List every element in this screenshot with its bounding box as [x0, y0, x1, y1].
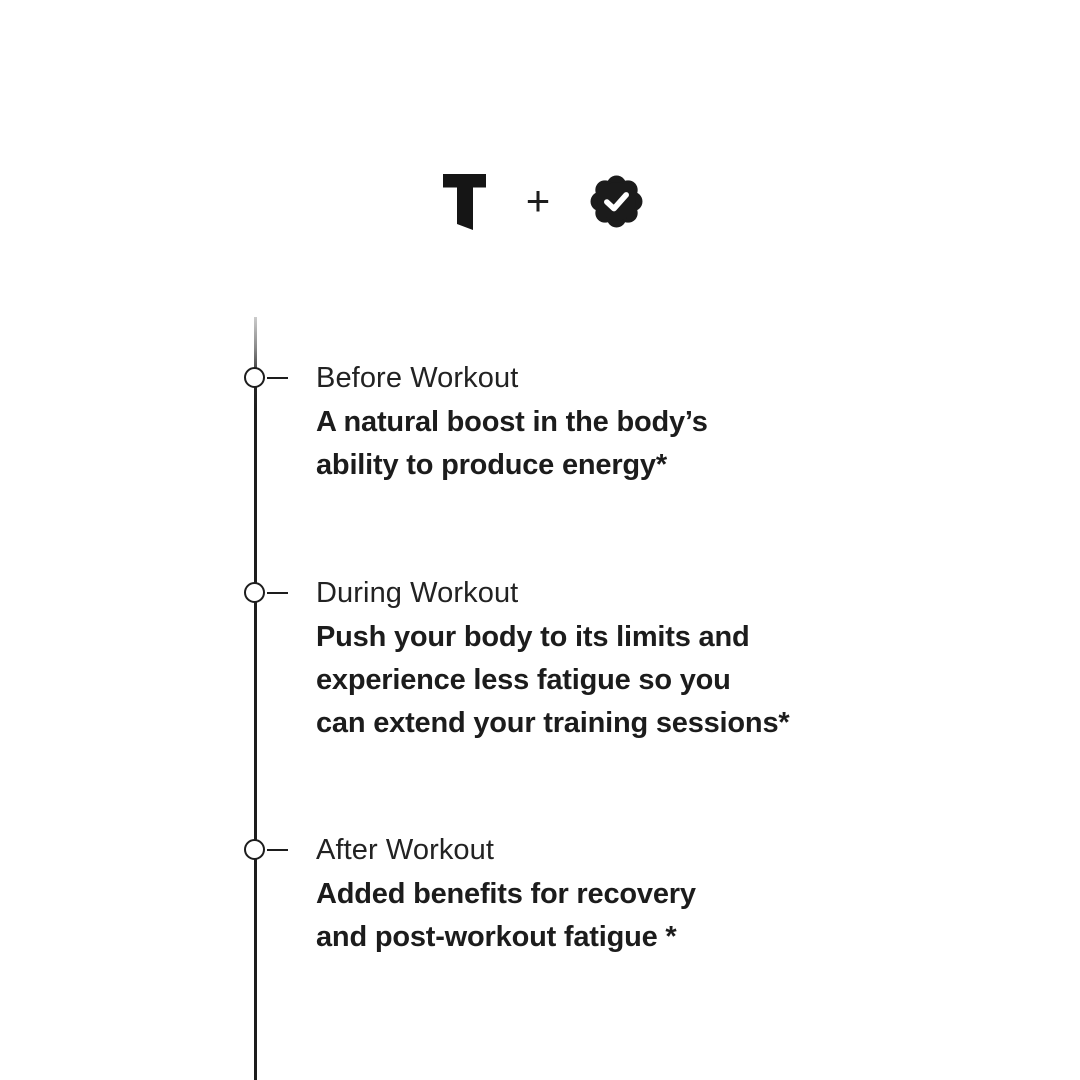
node-tick [267, 377, 288, 380]
node-circle [244, 839, 265, 860]
timeline-desc-line: Added benefits for recovery [316, 878, 696, 910]
timeline-item-label: During Workout [316, 577, 519, 609]
timeline-item-label: After Workout [316, 834, 495, 866]
timeline-desc-line: and post-workout fatigue * [316, 921, 677, 953]
timeline-item [316, 832, 936, 959]
verified-badge-icon [589, 174, 644, 229]
timeline-item-label: Before Workout [316, 362, 519, 394]
timeline-desc-line: can extend your training sessions* [316, 707, 790, 739]
brand-t-logo [443, 174, 486, 230]
timeline-desc-line: experience less fatigue so you [316, 664, 731, 696]
timeline-line [254, 317, 257, 1080]
node-tick [267, 592, 288, 595]
node-circle [244, 367, 265, 388]
timeline-desc-line: Push your body to its limits and [316, 621, 750, 653]
timeline-item-description [316, 873, 936, 959]
timeline-item [316, 575, 936, 745]
plus-sign: + [525, 177, 551, 224]
timeline-desc-line: ability to produce energy* [316, 449, 667, 481]
node-tick [267, 849, 288, 852]
timeline-item-description [316, 401, 936, 487]
timeline-desc-line: A natural boost in the body’s [316, 406, 708, 438]
node-circle [244, 582, 265, 603]
timeline-item [316, 360, 936, 487]
timeline-item-description [316, 616, 936, 745]
